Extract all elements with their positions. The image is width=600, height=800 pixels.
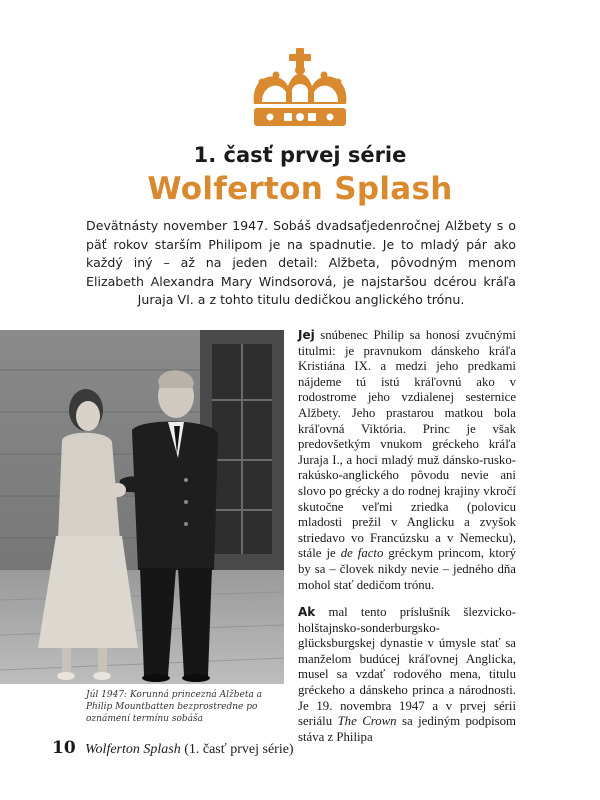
body-paragraph-1 [298,328,516,593]
page-number: 10 [52,738,76,758]
page-footer [52,738,512,760]
paragraph-emphasis: de facto [340,546,384,561]
wedding-announcement-photo [0,330,284,684]
crown-icon [248,46,352,132]
photo-caption: Júl 1947: Korunná princezná Alžbeta a Philip Mountbatten bezprostredne po oznámení termínu sobáša [86,690,263,724]
paragraph-text: snúbenec Philip sa honosí zvučnými titulmi: je pravnukom dánskeho kráľa Kristiána IX. a medzi jeho predkami nájdeme tú istú kráľovnú ako v rodostrome jeho vzdialenej sesternice Alžbety. Jeho prastarou matkou bola kráľovná Viktória. Princ je však predovšetkým vnukom gréckeho kráľa Juraja I., a hoci mladý muž dánsko-rusko-rakúsko-anglického pôvodu nevie ani slovo po grécky a do rodnej krajiny vkročí skutočne veľmi zriedka (polovicu mladosti prežil v Anglicku a zvyšok striedavo vo Francúzsku a v Nemecku), stále je [298,328,516,561]
paragraph-text: sa jediným podpisom stáva z Philipa [298,714,516,744]
paragraph-lead: Ak [298,605,316,620]
paragraph-text: gréckym princom, ktorý by sa – človek nikdy nevie – jedného dňa mohol stať dedičom trónu. [298,546,516,592]
chapter-heading [0,140,600,208]
chapter-title: Wolferton Splash [147,171,453,207]
running-subtitle: (1. časť prvej série) [184,742,294,757]
chapter-subtitle: 1. časť prvej série [193,143,407,167]
body-paragraph-2 [298,605,516,745]
intro-paragraph: Devätnásty november 1947. Sobáš dvadsaťjedenročnej Alžbety s o päť rokov starším Philipom je na spadnutie. Je to mladý pár ako každý iný – až na jeden detail: Alžbeta, pôvodným menom Elizabeth Alexandra Mary Windsorová, je najstaršou dcérou kráľa Juraja VI. a z tohto titulu dedičkou anglického trónu. [86,218,516,308]
article-body [298,328,516,757]
paragraph-emphasis: The Crown [337,714,397,729]
paragraph-lead: Jej [298,328,315,342]
running-title: Wolferton Splash [85,742,181,757]
paragraph-text: mal tento príslušník šlezvicko-holštajnsko-sonderburgsko-glücksburgskej dynastie v úmysle stať sa manželom budúcej kráľovnej Anglicka, musel sa vzdať rodového mena, titulu gréckeho a dánskeho princa a národnosti. Je 19. novembra 1947 a v prvej sérii seriálu [298,605,516,729]
